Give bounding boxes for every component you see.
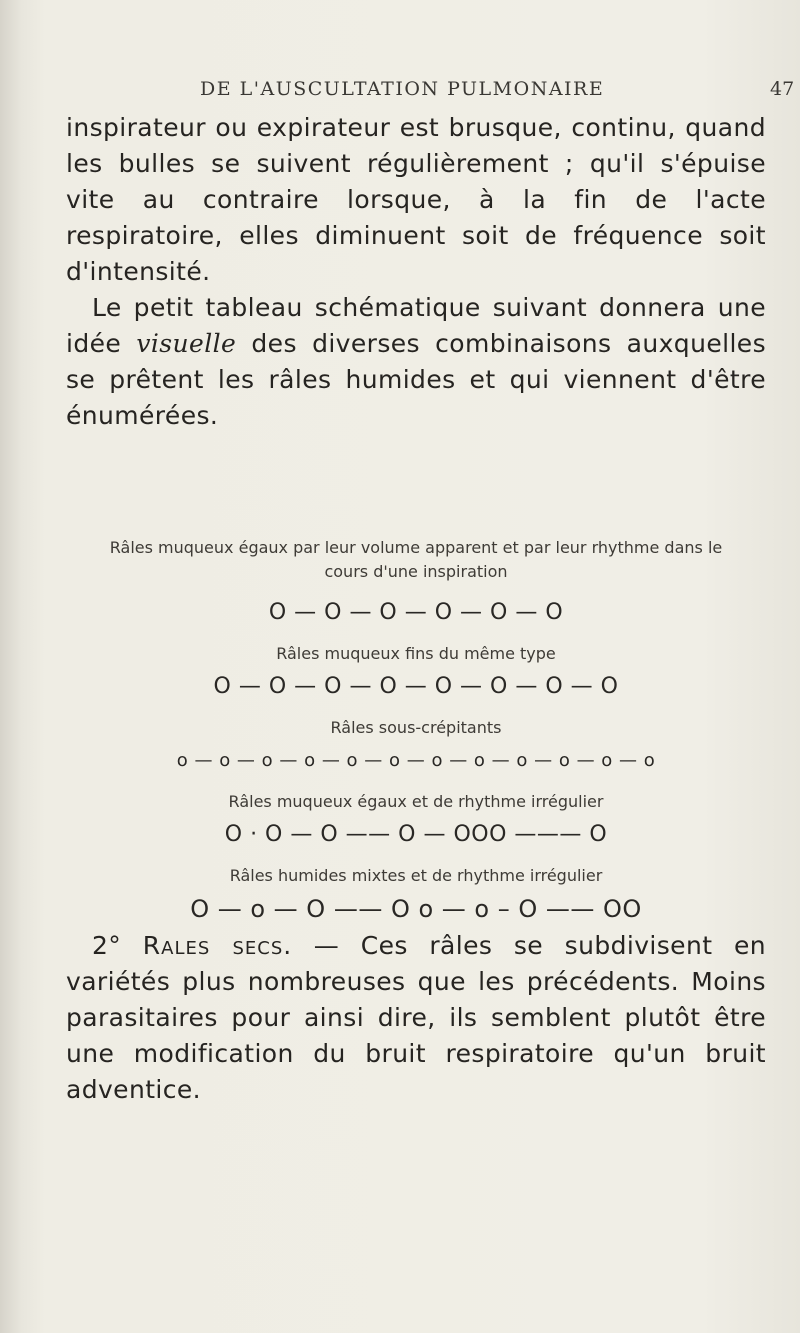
page-number: 47: [770, 78, 795, 100]
page-header: [0, 78, 800, 106]
section-2: [66, 928, 766, 1108]
table-caption-2: Râles muqueux fins du même type: [276, 644, 556, 663]
table-caption-4: Râles muqueux égaux et de rhythme irrégulier: [228, 792, 604, 811]
table-pattern-5: O — o — O —— O o — o – O —— OO: [190, 895, 642, 923]
section-2-paragraph: [66, 928, 766, 1108]
table-pattern-2: O — O — O — O — O — O — O — O: [213, 674, 619, 699]
schematic-table: [66, 536, 766, 938]
paragraph-1: inspirateur ou expirateur est brusque, continu, quand les bulles se suivent régulièrement ; qu'il s'épuise vite au contraire lorsque, à la fin de l'acte respiratoire, elles diminuent soit de fréquence soit d'intensité.: [66, 113, 766, 286]
table-pattern-1: O — O — O — O — O — O: [268, 600, 564, 625]
running-title: DE L'AUSCULTATION PULMONAIRE: [200, 78, 605, 100]
table-caption-3: Râles sous-crépitants: [330, 718, 502, 737]
table-caption-5: Râles humides mixtes et de rhythme irrégulier: [229, 866, 603, 885]
section-2-text: — Ces râles se subdivisent en variétés plus nombreuses que les précédents. Moins parasitaires pour ainsi dire, ils semblent plutôt être une modification du bruit respiratoire qu'un bruit adventice.: [66, 931, 766, 1104]
table-pattern-4: O · O — O —— O — OOO ——— O: [224, 822, 608, 847]
emphasis-visuelle: visuelle: [136, 329, 237, 358]
paragraph-2-start: Le petit tableau schématique suivant donnera une idée: [66, 293, 766, 358]
paragraph-2: [66, 290, 766, 434]
body-text: [66, 110, 766, 434]
section-2-number: 2°: [92, 931, 122, 960]
table-pattern-3: o — o — o — o — o — o — o — o — o — o — o — o: [176, 750, 656, 771]
section-2-title: Rales secs.: [142, 931, 293, 960]
table-caption-1: Râles muqueux égaux par leur volume apparent et par leur rhythme dans le cours d'une inspiration: [109, 538, 723, 581]
paragraph-2-end: des diverses combinaisons auxquelles se prêtent les râles humides et qui viennent d'être énumérées.: [66, 329, 767, 430]
